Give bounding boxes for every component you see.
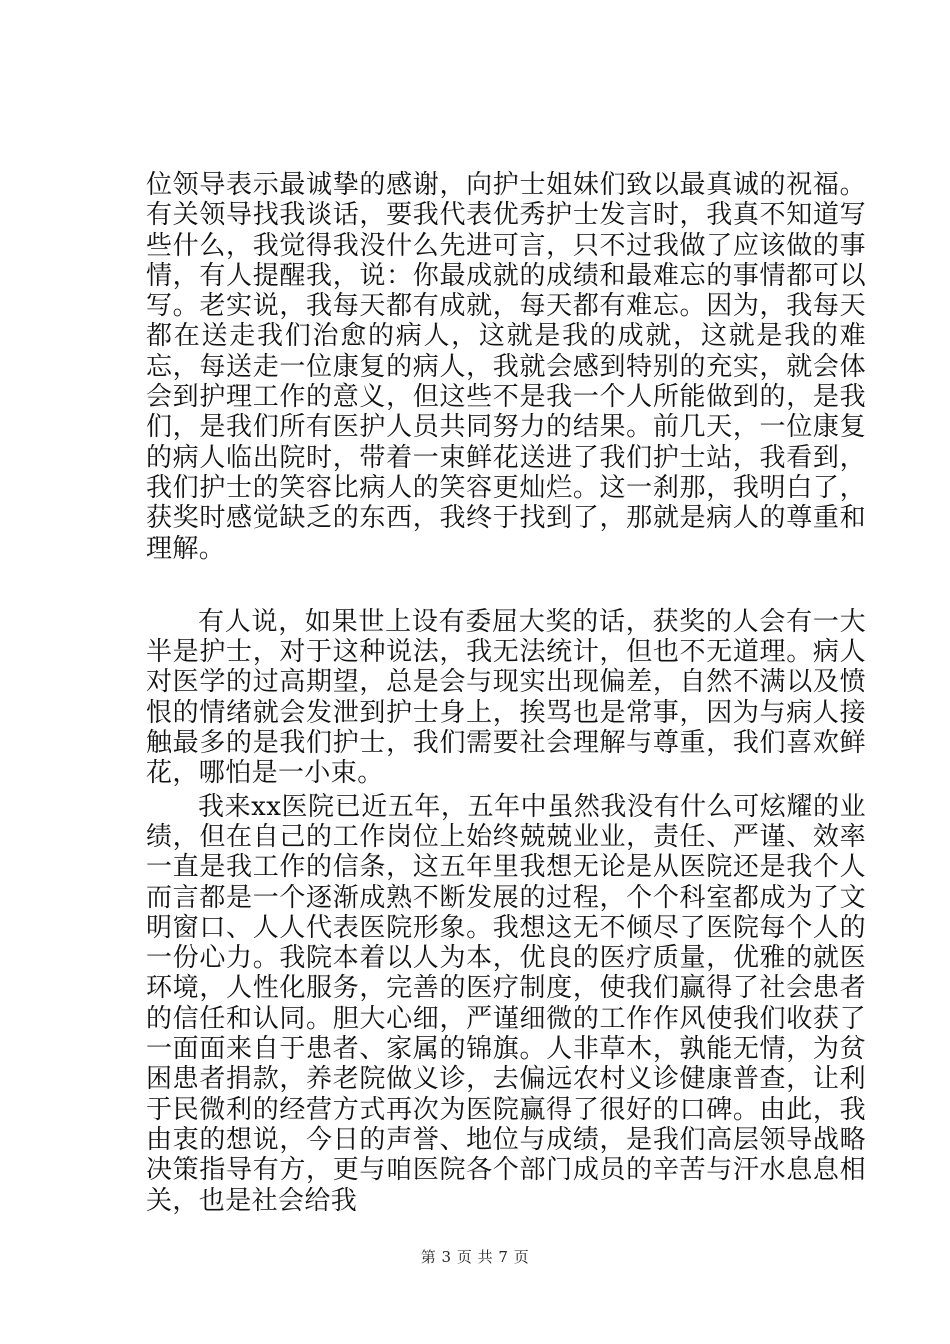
paragraph-2: 有人说，如果世上设有委屈大奖的话，获奖的人会有一大半是护士，对于这种说法，我无法统计，但也不无道理。病人对医学的过高期望，总是会与现实出现偏差，自然不满以及愤恨的情绪就会发泄到护士身上，挨骂也是常事，因为与病人接触最多的是我们护士，我们需要社会理解与尊重，我们喜欢鲜花，哪怕是一小束。 (146, 606, 866, 789)
paragraph-3: 我来xx医院已近五年，五年中虽然我没有什么可炫耀的业绩，但在自己的工作岗位上始终兢兢业业，责任、严谨、效率一直是我工作的信条，这五年里我想无论是从医院还是我个人而言都是一个逐渐成熟不断发展的过程，个个科室都成为了文明窗口、人人代表医院形象。我想这无不倾尽了医院每个人的一份心力。我院本着以人为本，优良的医疗质量，优雅的就医环境，人性化服务，完善的医疗制度，使我们赢得了社会患者的信任和认同。胆大心细，严谨细微的工作作风使我们收获了一面面来自于患者、家属的锦旗。人非草木，孰能无情，为贫困患者捐款，养老院做义诊，去偏远农村义诊健康普查，让利于民微利的经营方式再次为医院赢得了很好的口碑。由此，我由衷的想说，今日的声誉、地位与成绩，是我们高层领导战略决策指导有方，更与咱医院各个部门成员的辛苦与汗水息息相关，也是社会给我 (146, 791, 866, 1216)
page-number-footer: 第 3 页 共 7 页 (420, 1248, 530, 1266)
document-body (146, 170, 866, 1216)
paragraph-1: 位领导表示最诚挚的感谢，向护士姐妹们致以最真诚的祝福。有关领导找我谈话，要我代表优秀护士发言时，我真不知道写些什么，我觉得我没什么先进可言，只不过我做了应该做的事情，有人提醒我，说：你最成就的成绩和最难忘的事情都可以写。老实说，我每天都有成就，每天都有难忘。因为，我每天都在送走我们治愈的病人，这就是我的成就，这就是我的难忘，每送走一位康复的病人，我就会感到特别的充实，就会体会到护理工作的意义，但这些不是我一个人所能做到的，是我们，是我们所有医护人员共同努力的结果。前几天，一位康复的病人临出院时，带着一束鲜花送进了我们护士站，我看到，我们护士的笑容比病人的笑容更灿烂。这一刹那，我明白了，获奖时感觉缺乏的东西，我终于找到了，那就是病人的尊重和理解。 (146, 170, 866, 564)
